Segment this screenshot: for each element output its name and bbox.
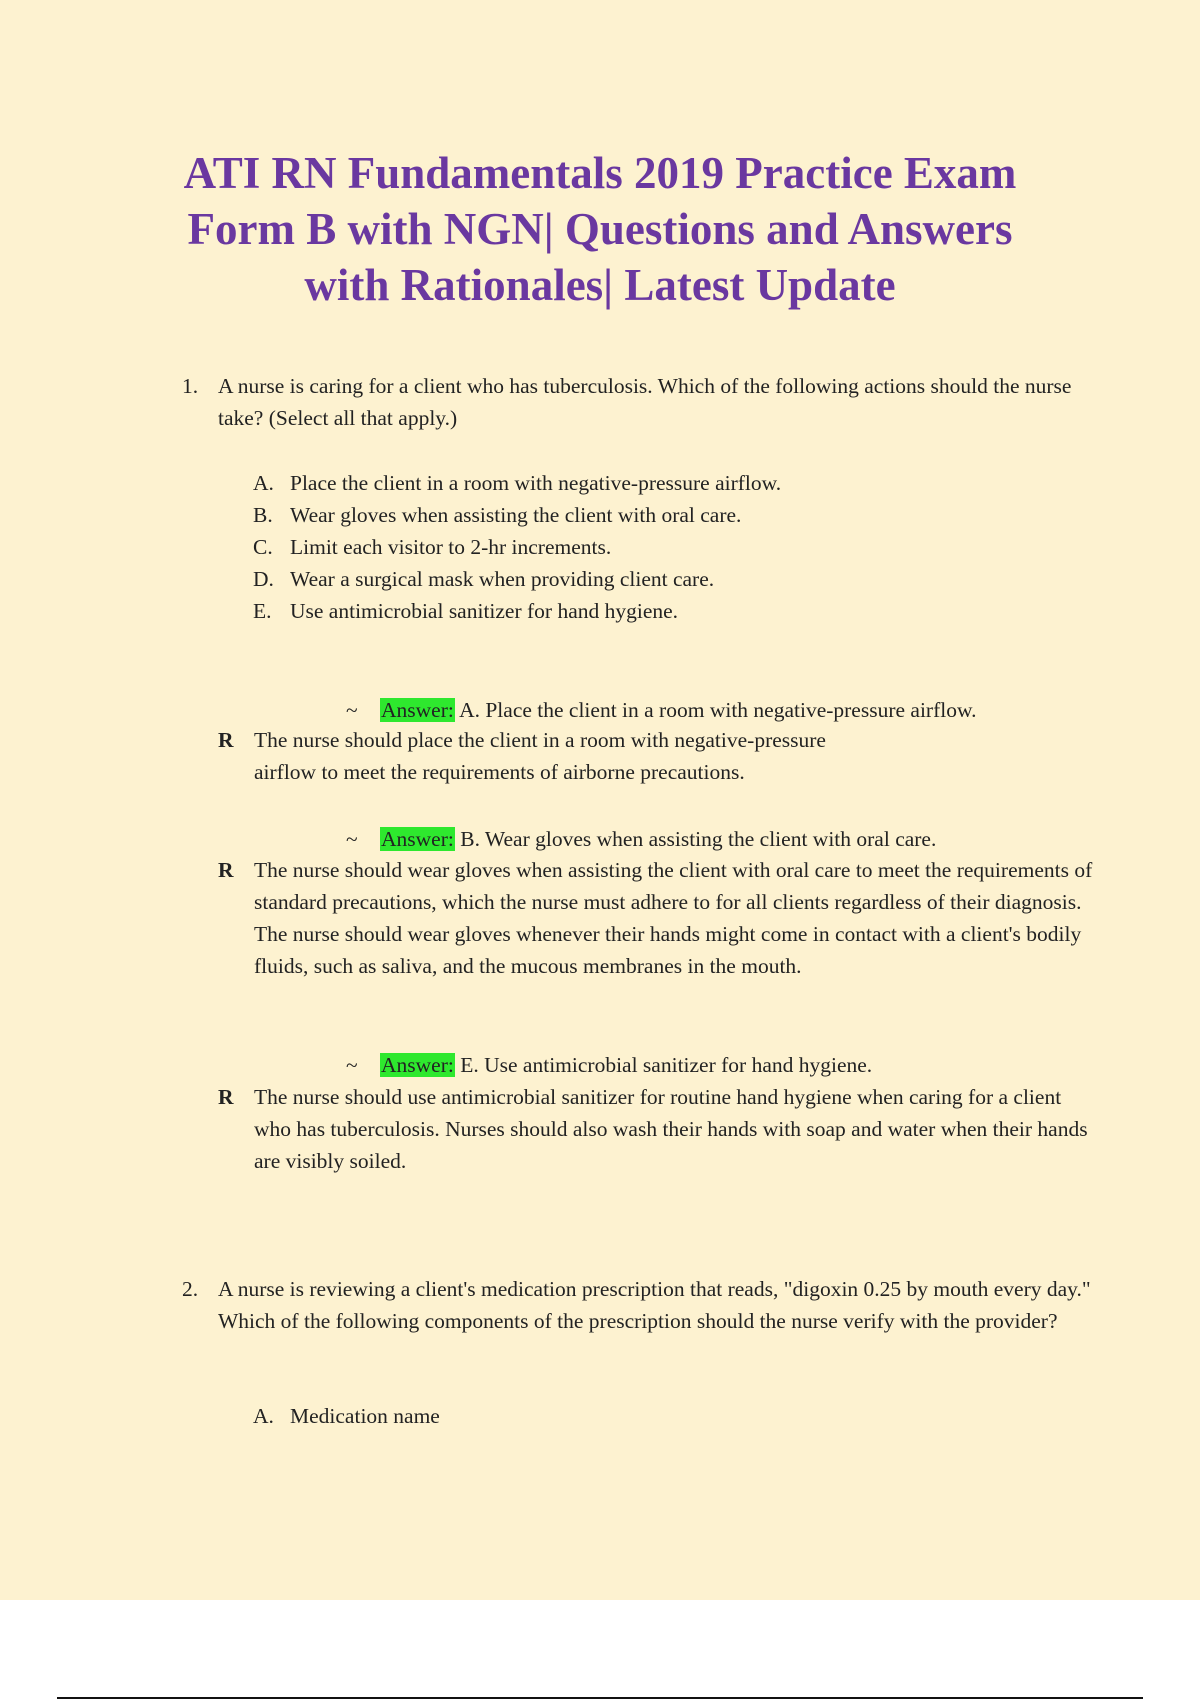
rationale-text: The nurse should wear gloves when assisting the client with oral care to meet the requirements of standard precautions, which the nurse must adhere to for all clients regardless of their diagnosis. The nurse should wear gloves whenever their hands might come in contact with a client's bodily fluids, such as saliva, and the mucous membranes in the mouth. [254,858,1093,978]
option-item [253,531,781,563]
question-2-options [253,1400,440,1432]
question-1-options [253,467,781,627]
answer-label-highlight: Answer: [381,1053,454,1077]
option-item [253,595,781,627]
option-text: Wear gloves when assisting the client with oral care. [290,503,742,527]
option-text: Use antimicrobial sanitizer for hand hygiene. [290,599,679,623]
option-letter: D. [253,567,274,591]
option-letter: E. [253,599,272,623]
option-text: Medication name [290,1404,440,1428]
rationale-text: The nurse should use antimicrobial sanitizer for routine hand hygiene when caring for a client who has tuberculosis. Nurses should also wash their hands with soap and water when their hands are visibly soiled. [254,1085,1088,1173]
option-item [253,467,781,499]
answer-label-highlight: Answer: [381,827,454,851]
option-text: Wear a surgical mask when providing client care. [290,567,715,591]
answer-bullet: ~ [346,698,358,722]
option-text: Limit each visitor to 2-hr increments. [290,535,612,559]
option-item [253,1400,440,1432]
option-text: Place the client in a room with negative-pressure airflow. [290,471,782,495]
option-letter: B. [253,503,273,527]
rationale-marker: R [218,728,234,752]
question-2-text: A nurse is reviewing a client's medication prescription that reads, "digoxin 0.25 by mouth every day." Which of the following components of the prescription should the nurse verify with the provider? [218,1277,1091,1333]
question-1-text: A nurse is caring for a client who has tuberculosis. Which of the following actions should the nurse take? (Select all that apply.) [218,374,1072,430]
answer-text: E. Use antimicrobial sanitizer for hand hygiene. [460,1053,873,1077]
answer-text: A. Place the client in a room with negative-pressure airflow. [459,698,977,722]
document-title: ATI RN Fundamentals 2019 Practice Exam Form B with NGN| Questions and Answers with Rationales| Latest Update [183,148,1017,310]
answer-bullet: ~ [346,1053,358,1077]
question-2-number: 2. [182,1277,199,1301]
option-letter: A. [253,471,274,495]
answer-line [346,694,976,726]
footer-divider [57,1697,1143,1699]
answer-label-highlight: Answer: [381,698,454,722]
rationale-marker: R [218,858,234,882]
answer-bullet: ~ [346,827,358,851]
option-item [253,499,781,531]
answer-line [346,1049,872,1081]
rationale-text: The nurse should place the client in a room with negative-pressure airflow to meet the requirements of airborne precautions. [254,728,826,784]
rationale-marker: R [218,1085,234,1109]
question-1-number: 1. [182,374,199,398]
option-item [253,563,781,595]
answer-text: B. Wear gloves when assisting the client with oral care. [460,827,937,851]
option-letter: A. [253,1404,274,1428]
answer-line [346,823,936,855]
option-letter: C. [253,535,273,559]
